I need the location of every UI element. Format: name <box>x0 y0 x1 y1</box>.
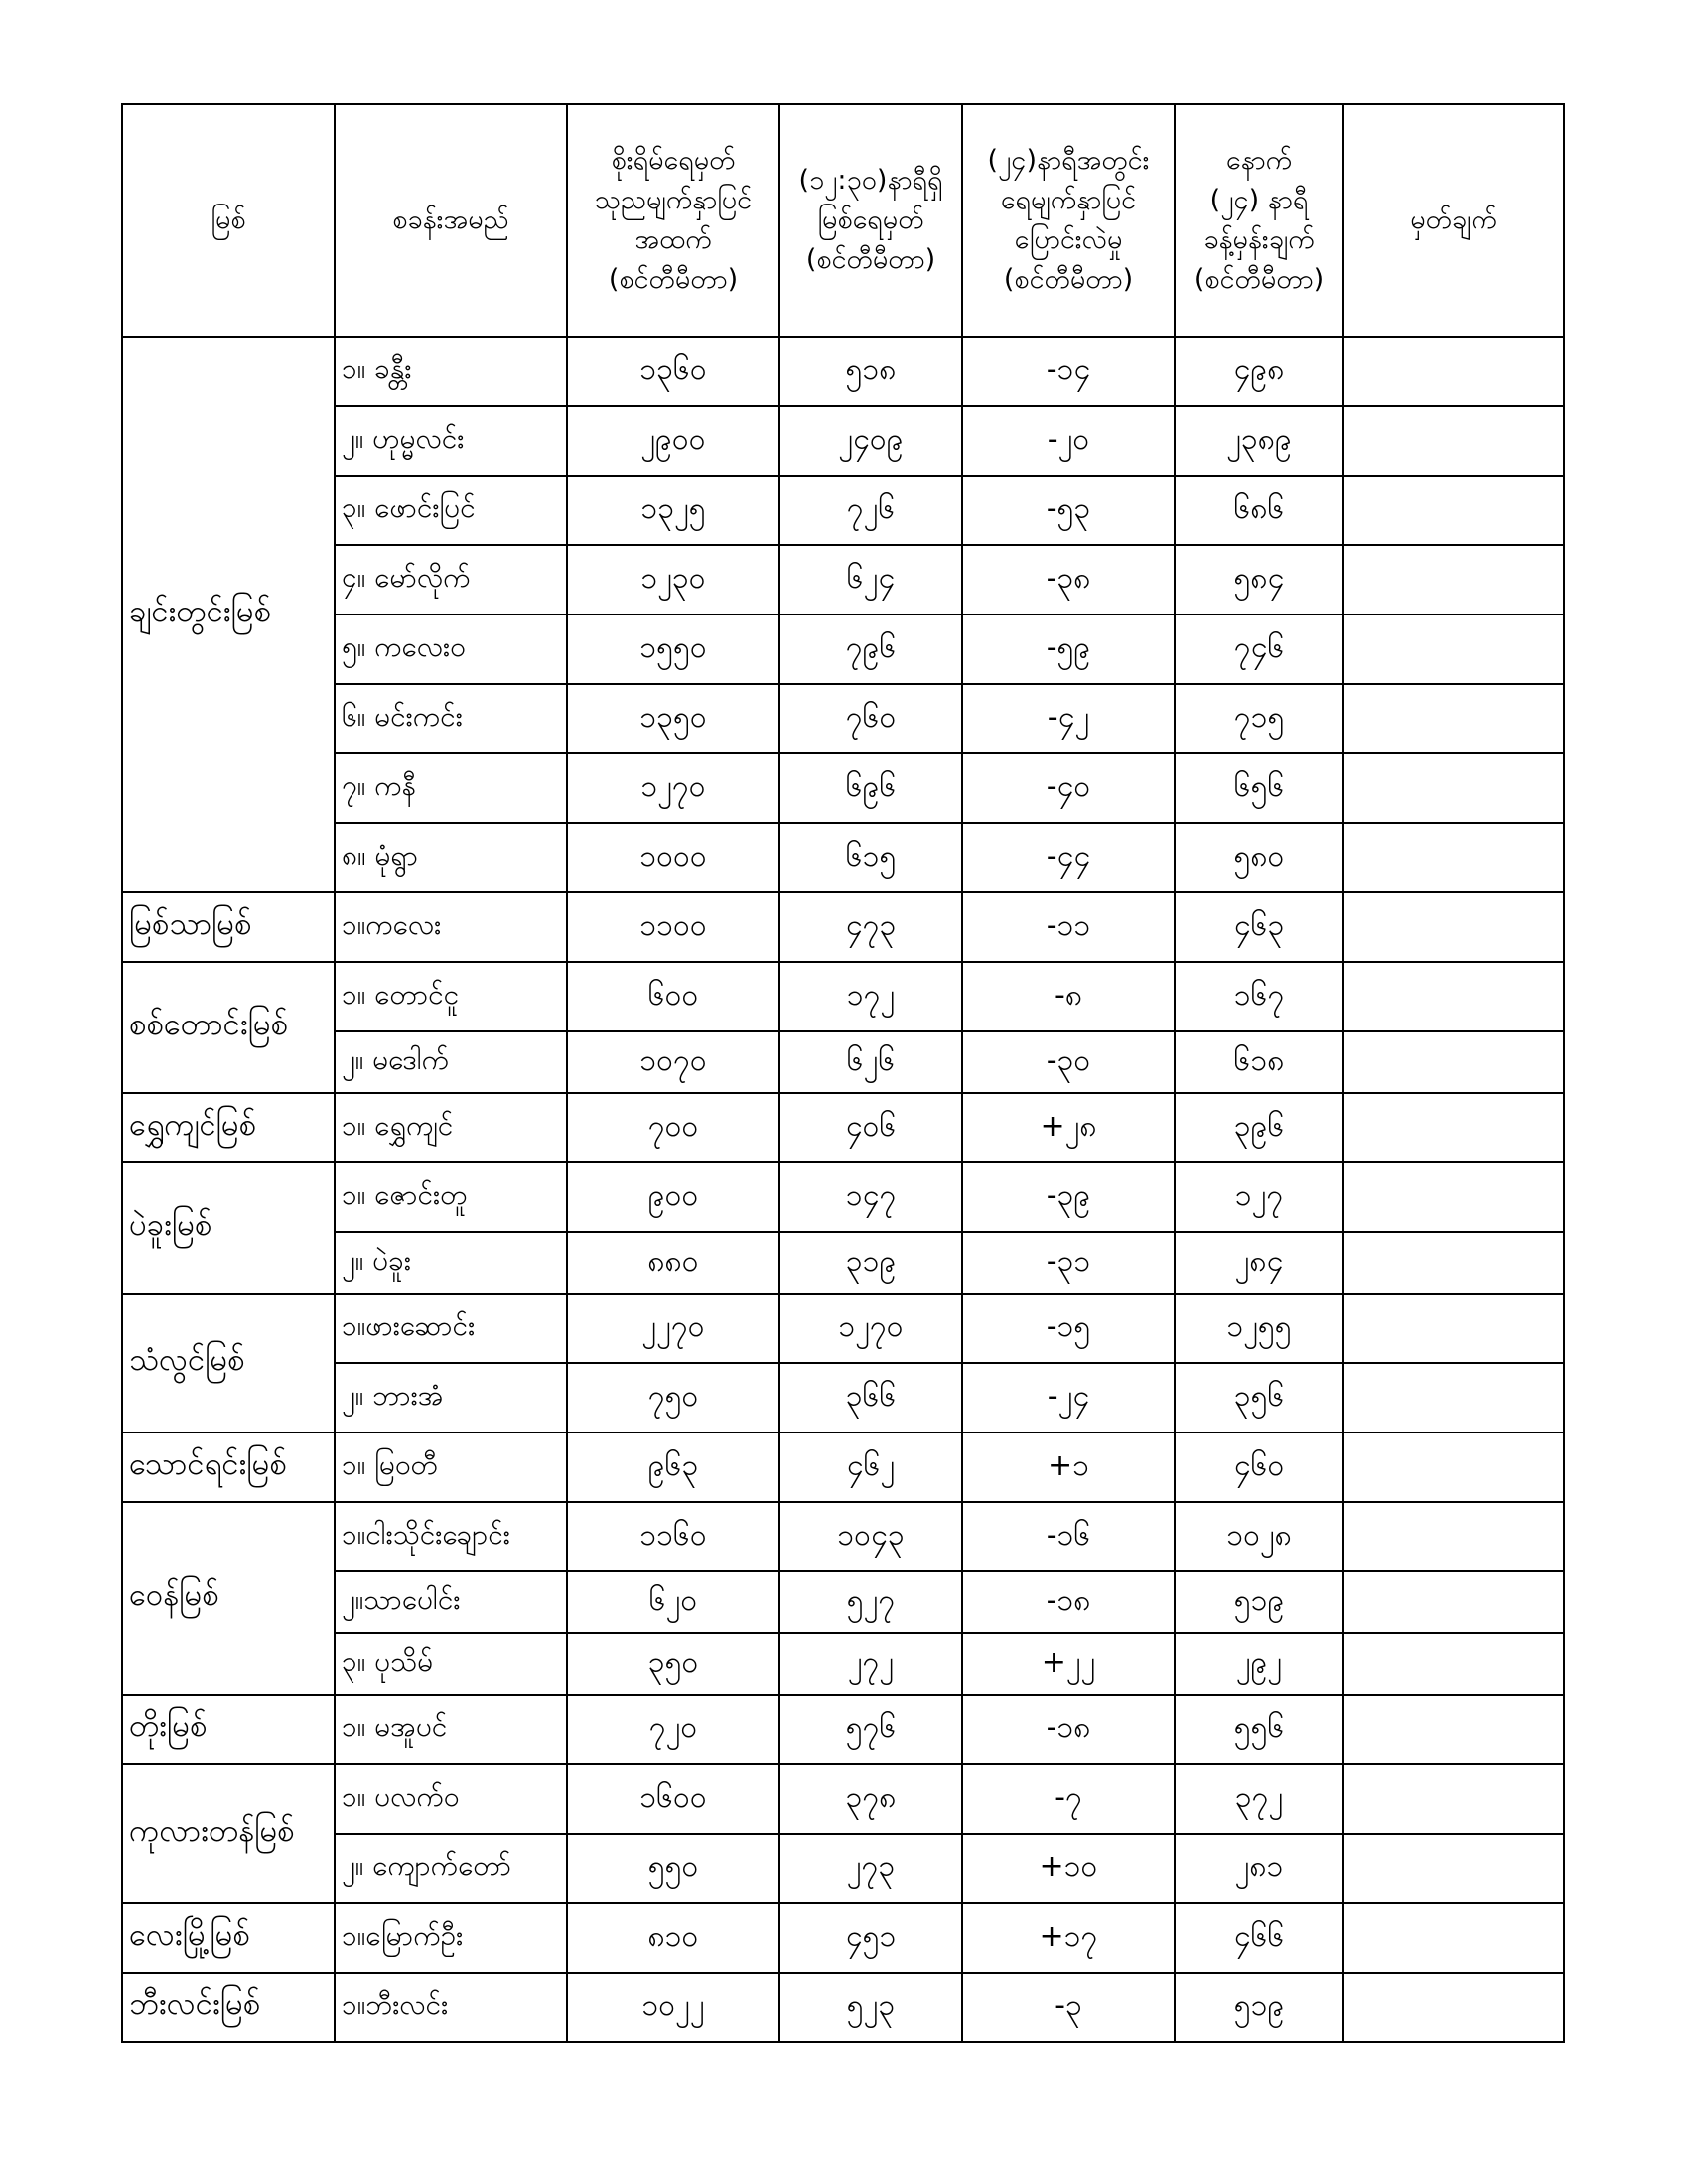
table-row <box>122 892 1564 962</box>
danger-level-value: ၁၂၃၀ <box>567 545 779 614</box>
current-level-value: ၂၇၂ <box>779 1633 962 1695</box>
table-row <box>122 753 1564 823</box>
table-row <box>122 476 1564 545</box>
current-level-value: ၇၂၆ <box>779 476 962 545</box>
table-row <box>122 1695 1564 1764</box>
forecast-value: ၆၅၆ <box>1175 753 1343 823</box>
change-value: -၃၁ <box>962 1232 1175 1294</box>
current-level-value: ၃၇၈ <box>779 1764 962 1834</box>
danger-level-value: ၁၀၀၀ <box>567 823 779 892</box>
river-name: ဝေန်မြစ် <box>122 1502 335 1695</box>
change-value: -၁၁ <box>962 892 1175 962</box>
danger-level-value: ၇၀၀ <box>567 1093 779 1162</box>
current-level-value: ၆၉၆ <box>779 753 962 823</box>
station-name: ၁။ ရွှေကျင် <box>335 1093 567 1162</box>
table-row <box>122 1232 1564 1294</box>
remarks-cell <box>1343 684 1564 753</box>
danger-level-value: ၇၅၀ <box>567 1363 779 1433</box>
station-name: ၁။ဖားဆောင်း <box>335 1294 567 1363</box>
river-name: ပဲခူးမြစ် <box>122 1162 335 1294</box>
current-level-value: ၆၂၄ <box>779 545 962 614</box>
current-level-value: ၄၆၂ <box>779 1433 962 1502</box>
current-level-value: ၆၁၅ <box>779 823 962 892</box>
change-value: +၁ <box>962 1433 1175 1502</box>
forecast-value: ၃၅၆ <box>1175 1363 1343 1433</box>
remarks-cell <box>1343 1093 1564 1162</box>
change-value: -၅၉ <box>962 614 1175 684</box>
current-level-value: ၃၁၉ <box>779 1232 962 1294</box>
river-name: သံလွင်မြစ် <box>122 1294 335 1433</box>
station-name: ၈။ မုံရွာ <box>335 823 567 892</box>
change-value: -၁၅ <box>962 1294 1175 1363</box>
remarks-cell <box>1343 1502 1564 1571</box>
header-row <box>122 104 1564 337</box>
remarks-cell <box>1343 1973 1564 2042</box>
remarks-cell <box>1343 1363 1564 1433</box>
forecast-value: ၄၆၀ <box>1175 1433 1343 1502</box>
forecast-value: ၆၁၈ <box>1175 1031 1343 1093</box>
danger-level-value: ၁၀၇၀ <box>567 1031 779 1093</box>
station-name: ၅။ ကလေးဝ <box>335 614 567 684</box>
current-level-value: ၃၆၆ <box>779 1363 962 1433</box>
station-name: ၂။ မဒေါက် <box>335 1031 567 1093</box>
station-name: ၁။ ဇောင်းတူ <box>335 1162 567 1232</box>
remarks-cell <box>1343 892 1564 962</box>
remarks-cell <box>1343 823 1564 892</box>
change-value: +၁၇ <box>962 1903 1175 1973</box>
header-24h-change: (၂၄)နာရီအတွင်း ရေမျက်နှာပြင် ပြောင်းလဲမှု (စင်တီမီတာ) <box>962 104 1175 337</box>
remarks-cell <box>1343 1031 1564 1093</box>
table-row <box>122 1502 1564 1571</box>
forecast-value: ၅၅၆ <box>1175 1695 1343 1764</box>
forecast-value: ၁၆၇ <box>1175 962 1343 1031</box>
river-name: မြစ်သာမြစ် <box>122 892 335 962</box>
river-name: တိုးမြစ် <box>122 1695 335 1764</box>
forecast-value: ၃၇၂ <box>1175 1764 1343 1834</box>
change-value: -၄၂ <box>962 684 1175 753</box>
station-name: ၁။ မအူပင် <box>335 1695 567 1764</box>
remarks-cell <box>1343 1571 1564 1633</box>
table-row <box>122 1764 1564 1834</box>
station-name: ၁။ ခန္တီး <box>335 337 567 406</box>
remarks-cell <box>1343 1633 1564 1695</box>
table-row <box>122 1433 1564 1502</box>
table-row <box>122 1903 1564 1973</box>
station-name: ၁။ ပလက်ဝ <box>335 1764 567 1834</box>
river-name: ရွှေကျင်မြစ် <box>122 1093 335 1162</box>
change-value: -၃၈ <box>962 545 1175 614</box>
change-value: -၃၉ <box>962 1162 1175 1232</box>
danger-level-value: ၆၀၀ <box>567 962 779 1031</box>
danger-level-value: ၁၁၆၀ <box>567 1502 779 1571</box>
table-row <box>122 1093 1564 1162</box>
remarks-cell <box>1343 753 1564 823</box>
header-current-level: (၁၂:၃၀)နာရီရှိ မြစ်ရေမှတ် (စင်တီမီတာ) <box>779 104 962 337</box>
remarks-cell <box>1343 1764 1564 1834</box>
danger-level-value: ၁၆၀၀ <box>567 1764 779 1834</box>
forecast-value: ၅၁၉ <box>1175 1973 1343 2042</box>
danger-level-value: ၅၅၀ <box>567 1834 779 1903</box>
station-name: ၂။ ဟုမ္မလင်း <box>335 406 567 476</box>
change-value: -၁၆ <box>962 1502 1175 1571</box>
change-value: -၂၄ <box>962 1363 1175 1433</box>
current-level-value: ၁၄၇ <box>779 1162 962 1232</box>
danger-level-value: ၃၅၀ <box>567 1633 779 1695</box>
remarks-cell <box>1343 962 1564 1031</box>
current-level-value: ၄၅၁ <box>779 1903 962 1973</box>
remarks-cell <box>1343 1294 1564 1363</box>
remarks-cell <box>1343 406 1564 476</box>
change-value: -၃၀ <box>962 1031 1175 1093</box>
station-name: ၂။သာပေါင်း <box>335 1571 567 1633</box>
change-value: +၂၂ <box>962 1633 1175 1695</box>
table-row <box>122 1162 1564 1232</box>
current-level-value: ၆၂၆ <box>779 1031 962 1093</box>
change-value: -၃ <box>962 1973 1175 2042</box>
current-level-value: ၅၂၃ <box>779 1973 962 2042</box>
current-level-value: ၁၀၄၃ <box>779 1502 962 1571</box>
danger-level-value: ၆၂၀ <box>567 1571 779 1633</box>
station-name: ၁။မြောက်ဦး <box>335 1903 567 1973</box>
forecast-value: ၄၆၃ <box>1175 892 1343 962</box>
forecast-value: ၇၁၅ <box>1175 684 1343 753</box>
remarks-cell <box>1343 1162 1564 1232</box>
station-name: ၇။ ကနီ <box>335 753 567 823</box>
forecast-value: ၃၉၆ <box>1175 1093 1343 1162</box>
station-name: ၁။ မြဝတီ <box>335 1433 567 1502</box>
change-value: -၂၀ <box>962 406 1175 476</box>
table-row <box>122 1031 1564 1093</box>
danger-level-value: ၁၃၆၀ <box>567 337 779 406</box>
danger-level-value: ၁၅၅၀ <box>567 614 779 684</box>
table-row <box>122 545 1564 614</box>
table-row <box>122 1973 1564 2042</box>
river-water-level-table <box>121 103 1565 2043</box>
current-level-value: ၂၄၀၉ <box>779 406 962 476</box>
danger-level-value: ၉၆၃ <box>567 1433 779 1502</box>
current-level-value: ၄၇၃ <box>779 892 962 962</box>
forecast-value: ၁၂၅၅ <box>1175 1294 1343 1363</box>
table-body <box>122 337 1564 2042</box>
current-level-value: ၁၂၇၀ <box>779 1294 962 1363</box>
forecast-value: ၅၈၄ <box>1175 545 1343 614</box>
change-value: -၇ <box>962 1764 1175 1834</box>
change-value: -၄၄ <box>962 823 1175 892</box>
current-level-value: ၇၆၀ <box>779 684 962 753</box>
change-value: +၁၀ <box>962 1834 1175 1903</box>
remarks-cell <box>1343 1903 1564 1973</box>
station-name: ၄။ မော်လိုက် <box>335 545 567 614</box>
forecast-value: ၄၆၆ <box>1175 1903 1343 1973</box>
forecast-value: ၂၈၄ <box>1175 1232 1343 1294</box>
header-station: စခန်းအမည် <box>335 104 567 337</box>
remarks-cell <box>1343 1695 1564 1764</box>
table-row <box>122 1834 1564 1903</box>
table-row <box>122 1363 1564 1433</box>
current-level-value: ၅၇၆ <box>779 1695 962 1764</box>
forecast-value: ၄၉၈ <box>1175 337 1343 406</box>
change-value: -၁၈ <box>962 1695 1175 1764</box>
station-name: ၁။ဘီးလင်း <box>335 1973 567 2042</box>
remarks-cell <box>1343 614 1564 684</box>
remarks-cell <box>1343 1433 1564 1502</box>
remarks-cell <box>1343 545 1564 614</box>
river-name: သောင်ရင်းမြစ် <box>122 1433 335 1502</box>
station-name: ၁။ကလေး <box>335 892 567 962</box>
danger-level-value: ၉၀၀ <box>567 1162 779 1232</box>
table-row <box>122 614 1564 684</box>
danger-level-value: ၈၁၀ <box>567 1903 779 1973</box>
header-danger-level: စိုးရိမ်ရေမှတ် သုညမျက်နှာပြင် အထက် (စင်တီမီတာ) <box>567 104 779 337</box>
station-name: ၆။ မင်းကင်း <box>335 684 567 753</box>
danger-level-value: ၁၂၇၀ <box>567 753 779 823</box>
river-name: လေးမြို့မြစ် <box>122 1903 335 1973</box>
danger-level-value: ၁၃၂၅ <box>567 476 779 545</box>
change-value: -၁၈ <box>962 1571 1175 1633</box>
danger-level-value: ၁၁၀၀ <box>567 892 779 962</box>
forecast-value: ၆၈၆ <box>1175 476 1343 545</box>
header-remarks: မှတ်ချက် <box>1343 104 1564 337</box>
change-value: -၁၄ <box>962 337 1175 406</box>
danger-level-value: ၇၂၀ <box>567 1695 779 1764</box>
header-river: မြစ် <box>122 104 335 337</box>
station-name: ၃။ ပုသိမ် <box>335 1633 567 1695</box>
forecast-value: ၇၄၆ <box>1175 614 1343 684</box>
forecast-value: ၂၈၁ <box>1175 1834 1343 1903</box>
change-value: -၈ <box>962 962 1175 1031</box>
table-row <box>122 1571 1564 1633</box>
header-forecast: နောက် (၂၄) နာရီ ခန့်မှန်းချက် (စင်တီမီတာ) <box>1175 104 1343 337</box>
danger-level-value: ၂၉၀၀ <box>567 406 779 476</box>
current-level-value: ၅၁၈ <box>779 337 962 406</box>
river-name: ဘီးလင်းမြစ် <box>122 1973 335 2042</box>
table-row <box>122 823 1564 892</box>
river-name: စစ်တောင်းမြစ် <box>122 962 335 1093</box>
current-level-value: ၄၀၆ <box>779 1093 962 1162</box>
river-name: ကုလားတန်မြစ် <box>122 1764 335 1903</box>
current-level-value: ၅၂၇ <box>779 1571 962 1633</box>
forecast-value: ၁၀၂၈ <box>1175 1502 1343 1571</box>
table-row <box>122 406 1564 476</box>
current-level-value: ၇၉၆ <box>779 614 962 684</box>
forecast-value: ၅၈၀ <box>1175 823 1343 892</box>
remarks-cell <box>1343 337 1564 406</box>
forecast-value: ၅၁၉ <box>1175 1571 1343 1633</box>
table-row <box>122 337 1564 406</box>
table-row <box>122 684 1564 753</box>
forecast-value: ၂၉၂ <box>1175 1633 1343 1695</box>
station-name: ၁။ တောင်ငူ <box>335 962 567 1031</box>
danger-level-value: ၂၂၇၀ <box>567 1294 779 1363</box>
change-value: -၄၀ <box>962 753 1175 823</box>
station-name: ၂။ ပဲခူး <box>335 1232 567 1294</box>
station-name: ၂။ ကျောက်တော် <box>335 1834 567 1903</box>
forecast-value: ၁၂၇ <box>1175 1162 1343 1232</box>
current-level-value: ၂၇၃ <box>779 1834 962 1903</box>
forecast-value: ၂၃၈၉ <box>1175 406 1343 476</box>
station-name: ၃။ ဖောင်းပြင် <box>335 476 567 545</box>
station-name: ၂။ ဘားအံ <box>335 1363 567 1433</box>
table-row <box>122 1294 1564 1363</box>
remarks-cell <box>1343 1834 1564 1903</box>
river-name: ချင်းတွင်းမြစ် <box>122 337 335 892</box>
danger-level-value: ၈၈၀ <box>567 1232 779 1294</box>
remarks-cell <box>1343 476 1564 545</box>
table-row <box>122 1633 1564 1695</box>
table-row <box>122 962 1564 1031</box>
remarks-cell <box>1343 1232 1564 1294</box>
danger-level-value: ၁၀၂၂ <box>567 1973 779 2042</box>
danger-level-value: ၁၃၅၀ <box>567 684 779 753</box>
current-level-value: ၁၇၂ <box>779 962 962 1031</box>
change-value: +၂၈ <box>962 1093 1175 1162</box>
station-name: ၁။ငါးသိုင်းချောင်း <box>335 1502 567 1571</box>
change-value: -၅၃ <box>962 476 1175 545</box>
